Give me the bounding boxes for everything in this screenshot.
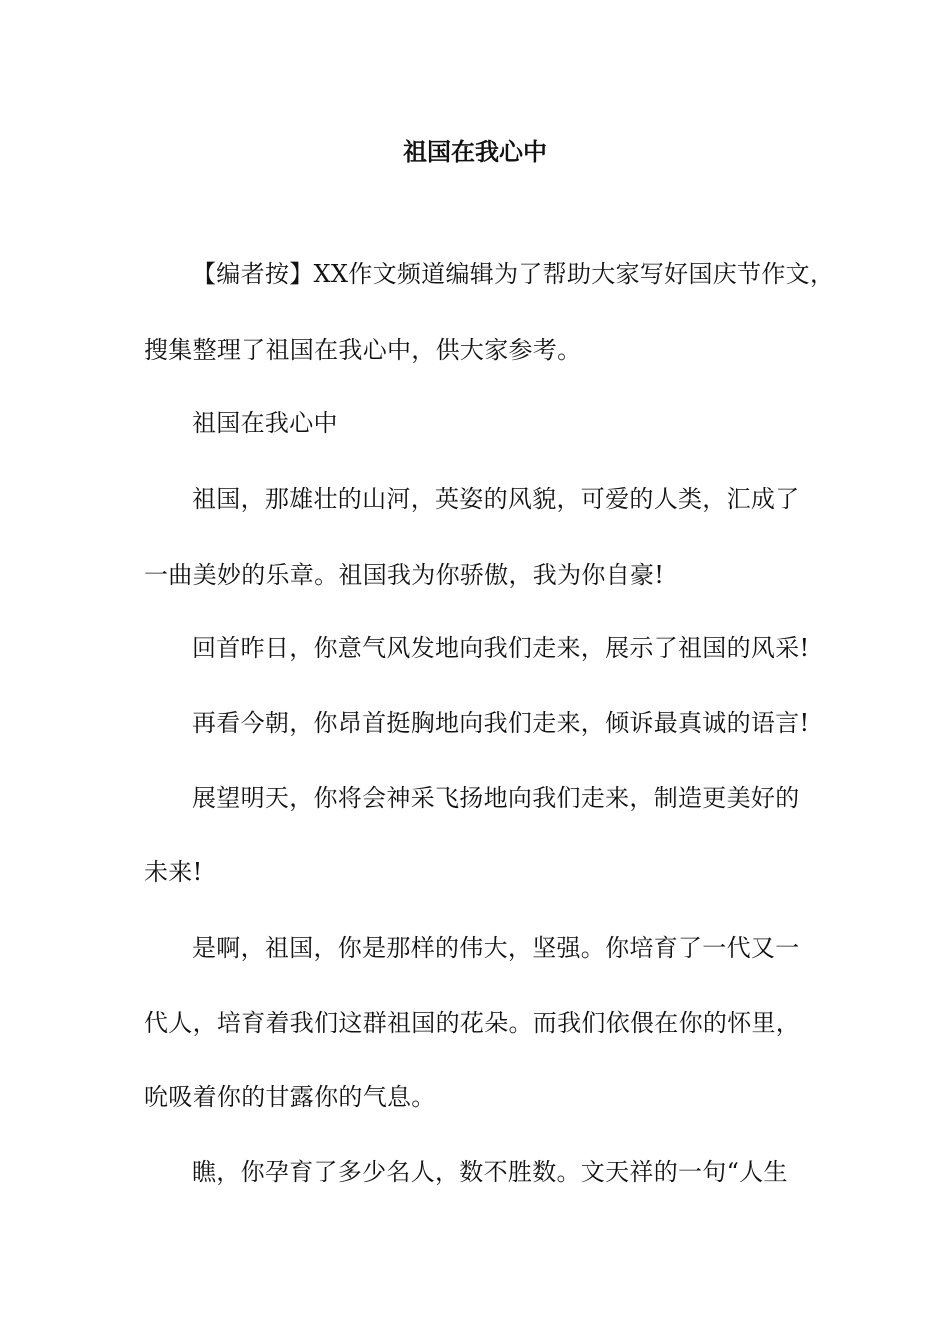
paragraph-line: 回首昨日，你意气风发地向我们走来，展示了祖国的风采! (192, 634, 810, 662)
paragraph-line: 再看今朝，你昂首挺胸地向我们走来，倾诉最真诚的语言! (192, 709, 810, 737)
document-title: 祖国在我心中 (403, 137, 547, 166)
paragraph-line: 搜集整理了祖国在我心中，供大家参考。 (144, 336, 582, 364)
paragraph-line: 未来! (144, 858, 203, 886)
paragraph-line: 祖国，那雄壮的山河，英姿的风貌，可爱的人类，汇成了 (192, 485, 800, 513)
paragraph-line: 吮吸着你的甘露你的气息。 (144, 1083, 436, 1111)
paragraph-line: 展望明天，你将会神采飞扬地向我们走来，制造更美好的 (192, 784, 800, 812)
paragraph-line: 【编者按】XX作文频道编辑为了帮助大家写好国庆节作文， (192, 260, 835, 288)
paragraph-line: 是啊，祖国，你是那样的伟大，坚强。你培育了一代又一 (192, 934, 800, 962)
paragraph-line: 瞧，你孕育了多少名人，数不胜数。文天祥的一句“人生 (192, 1158, 788, 1186)
paragraph-line: 祖国在我心中 (192, 409, 338, 437)
paragraph-line: 一曲美妙的乐章。祖国我为你骄傲，我为你自豪! (144, 561, 665, 589)
paragraph-line: 代人，培育着我们这群祖国的花朵。而我们依偎在你的怀里， (144, 1009, 801, 1037)
